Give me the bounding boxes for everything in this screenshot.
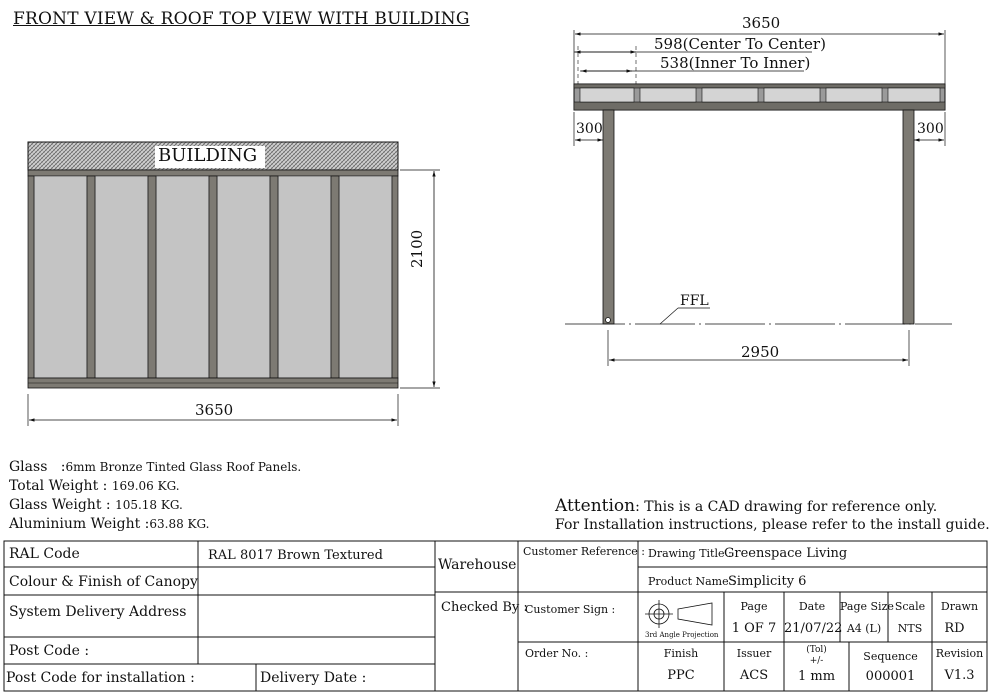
issuer-value: ACS xyxy=(739,668,769,683)
drawn-value: RD xyxy=(944,621,965,636)
customer-sign-label: Customer Sign : xyxy=(525,603,616,616)
spec-glass-weight: Glass Weight : 105.18 KG. xyxy=(9,497,183,513)
page-value: 1 OF 7 xyxy=(731,621,777,636)
drawing-title: FRONT VIEW & ROOF TOP VIEW WITH BUILDING xyxy=(13,9,470,29)
ffl-leader xyxy=(660,308,678,324)
front-width-dimension: 3650 xyxy=(195,401,234,419)
left-post xyxy=(603,110,614,324)
spec-total-weight: Total Weight : 169.06 KG. xyxy=(9,478,180,494)
tol-value: 1 mm xyxy=(797,669,836,684)
tol-label: (Tol) xyxy=(806,645,827,655)
spec-glass: Glass :6mm Bronze Tinted Glass Roof Panels. xyxy=(9,459,302,475)
side-overall-dimension: 3650 xyxy=(742,14,781,32)
right-post xyxy=(903,110,914,324)
product-name-label: Product Name : xyxy=(648,575,736,588)
ral-code-label: RAL Code xyxy=(9,546,80,562)
product-name-value: Simplicity 6 xyxy=(728,574,807,589)
delivery-address-label: System Delivery Address xyxy=(9,604,187,620)
drawing-title-label: Drawing Title : xyxy=(648,547,732,560)
finish-value: PPC xyxy=(667,668,695,683)
page-size-label: Page Size xyxy=(840,600,894,613)
top-beam xyxy=(28,170,398,176)
side-view xyxy=(565,30,952,366)
building-label: BUILDING xyxy=(158,145,258,166)
sequence-value: 000001 xyxy=(865,669,916,684)
order-no-label: Order No. : xyxy=(525,647,589,660)
attention-line-2: For Installation instructions, please refer to the install guide. xyxy=(555,517,990,533)
colour-finish-label: Colour & Finish of Canopy xyxy=(9,574,198,590)
scale-label: Scale xyxy=(894,600,926,613)
right-overhang-dimension: 300 xyxy=(917,121,944,137)
front-height-dimension: 2100 xyxy=(408,229,426,268)
front-view xyxy=(28,142,440,426)
checked-by-label: Checked By : xyxy=(441,600,528,615)
drawing-title-value: Greenspace Living xyxy=(724,546,848,561)
post-span-dimension: 2950 xyxy=(741,343,780,361)
date-label: Date xyxy=(798,600,826,613)
customer-reference-label: Customer Reference : xyxy=(523,545,645,558)
post-code-label: Post Code : xyxy=(9,643,90,659)
attention-line-1: Attention: This is a CAD drawing for reference only. xyxy=(555,496,938,516)
drawn-label: Drawn xyxy=(940,600,979,613)
delivery-date-label: Delivery Date : xyxy=(260,670,367,686)
sequence-label: Sequence xyxy=(863,650,918,663)
page-label: Page xyxy=(740,600,768,613)
projection-label: 3rd Angle Projection xyxy=(645,631,719,639)
revision-label: Revision xyxy=(935,647,984,660)
ffl-label: FFL xyxy=(680,293,709,309)
third-angle-projection-icon xyxy=(645,600,712,628)
revision-value: V1.3 xyxy=(944,668,975,683)
tol-sub-label: +/- xyxy=(809,656,824,666)
scale-value: NTS xyxy=(897,622,923,635)
finish-label: Finish xyxy=(663,647,699,660)
post-code-install-label: Post Code for installation : xyxy=(6,670,195,686)
ral-code-value: RAL 8017 Brown Textured xyxy=(208,548,383,563)
warehouse-label: Warehouse xyxy=(438,557,517,573)
date-value: 21/07/22 xyxy=(784,621,843,636)
side-center-dimension: 598(Center To Center) xyxy=(654,35,826,53)
issuer-label: Issuer xyxy=(736,647,772,660)
side-inner-dimension: 538(Inner To Inner) xyxy=(660,54,811,72)
page-size-value: A4 (L) xyxy=(846,622,882,635)
left-overhang-dimension: 300 xyxy=(576,121,603,137)
spec-aluminium-weight: Aluminium Weight :63.88 KG. xyxy=(9,516,210,532)
